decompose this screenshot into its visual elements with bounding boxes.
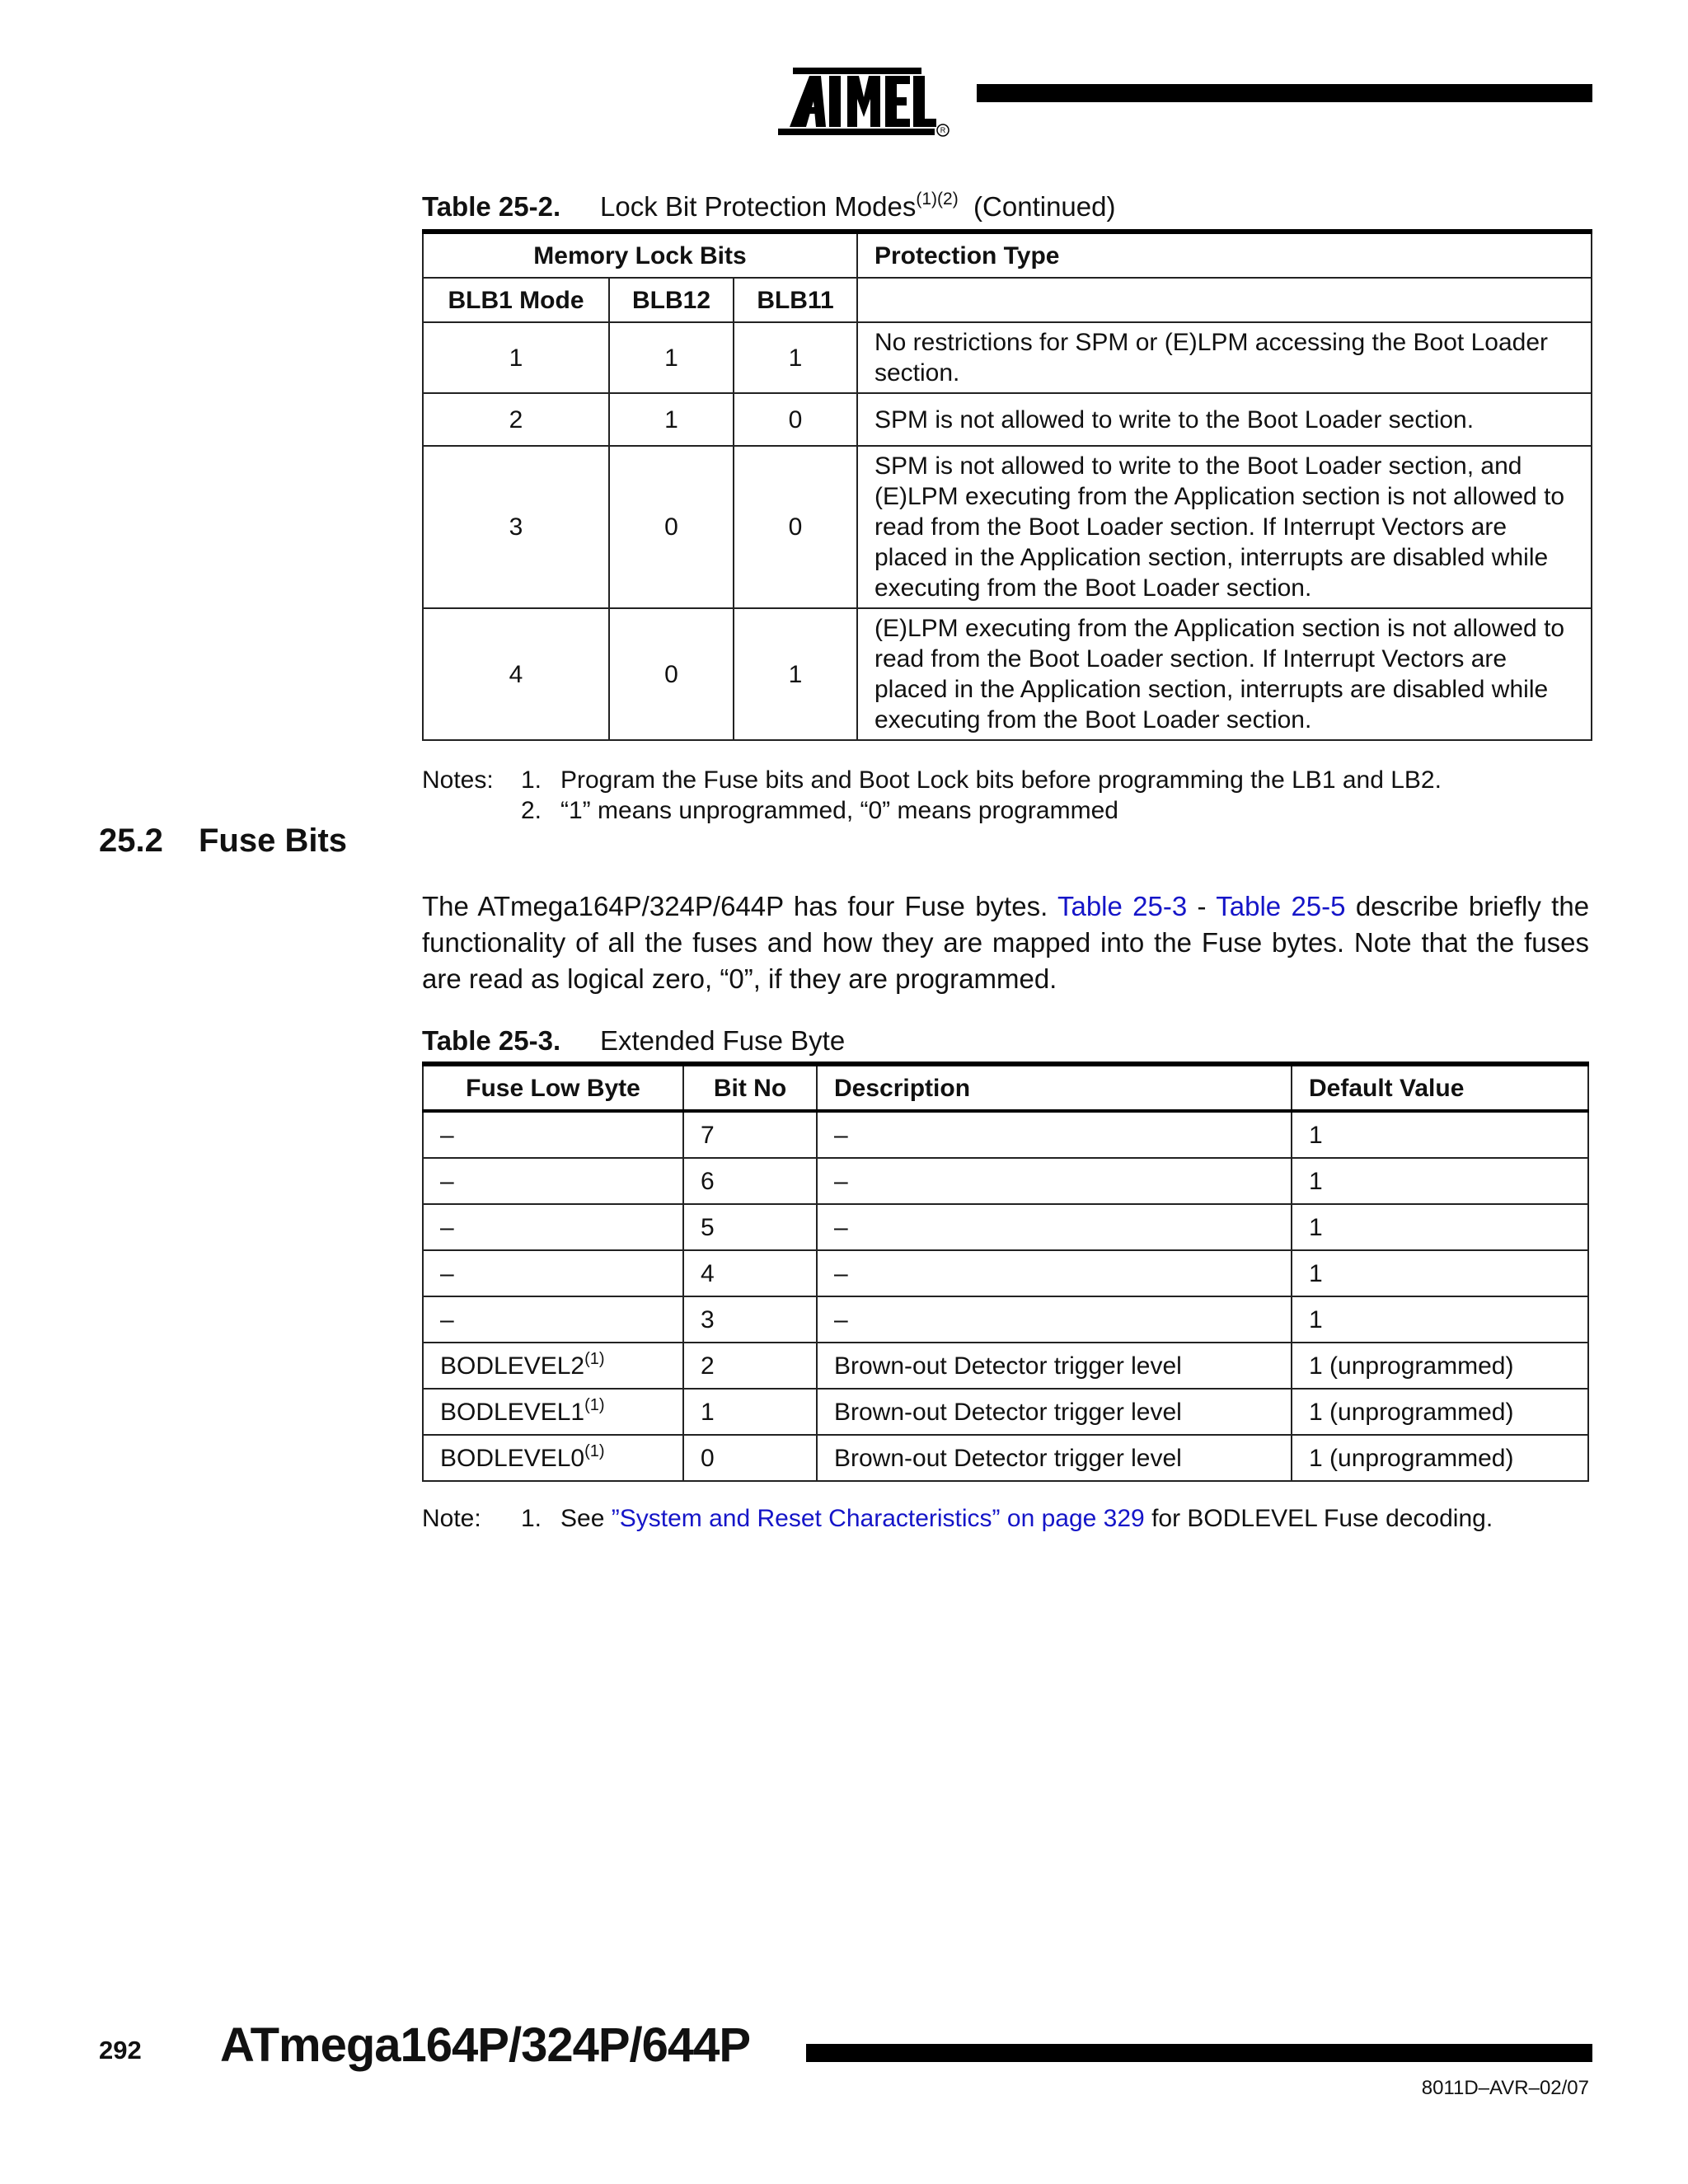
default-cell: 1 <box>1292 1158 1588 1204</box>
fuse-name: – <box>440 1121 454 1149</box>
note-row <box>422 795 1442 826</box>
bit-cell: 0 <box>683 1435 817 1481</box>
footnote-ref: (1) <box>584 1349 605 1368</box>
table-caption-continued: (Continued) <box>973 191 1116 222</box>
footer-rule <box>806 2044 1592 2062</box>
note-text: See <box>560 1505 605 1532</box>
protection-type-header: Protection Type <box>857 232 1592 278</box>
default-cell: 1 <box>1292 1204 1588 1250</box>
default-cell: 1 <box>1292 1111 1588 1158</box>
blb11-cell: 1 <box>734 608 857 740</box>
description-cell: – <box>817 1111 1292 1158</box>
table-caption-title: Lock Bit Protection Modes <box>600 191 917 222</box>
table-row <box>423 393 1592 446</box>
note-text: “1” means unprogrammed, “0” means programmed <box>560 797 1118 824</box>
default-cell: 1 (unprogrammed) <box>1292 1343 1588 1389</box>
blb12-cell: 1 <box>609 393 734 446</box>
protection-cell: No restrictions for SPM or (E)LPM accessing the Boot Loader section. <box>857 322 1592 393</box>
blb11-cell: 0 <box>734 446 857 608</box>
mode-cell: 2 <box>423 393 609 446</box>
table-row <box>423 1343 1588 1389</box>
bit-cell: 2 <box>683 1343 817 1389</box>
link-table-25-5[interactable]: Table 25-5 <box>1216 891 1346 921</box>
default-cell: 1 <box>1292 1296 1588 1343</box>
bit-cell: 4 <box>683 1250 817 1296</box>
note-number: 1. <box>521 766 542 794</box>
paragraph-dash: - <box>1197 891 1207 921</box>
note-row <box>422 765 1442 795</box>
fuse-name-cell <box>423 1343 683 1389</box>
table-row <box>423 446 1592 608</box>
blb11-header: BLB11 <box>734 278 857 322</box>
table-row <box>423 1158 1588 1204</box>
paragraph-text: The ATmega164P/324P/644P has four Fuse bytes. <box>422 891 1048 921</box>
fuse-name-cell <box>423 1296 683 1343</box>
description-cell: – <box>817 1158 1292 1204</box>
table-caption-number: Table 25-2. <box>422 191 561 222</box>
footnote-ref: (1) <box>584 1441 605 1460</box>
atmel-logo <box>778 51 951 137</box>
lock-bit-protection-table <box>422 229 1592 741</box>
document-id: 8011D–AVR–02/07 <box>1421 2077 1589 2099</box>
description-cell: – <box>817 1250 1292 1296</box>
table-row <box>423 608 1592 740</box>
fuse-name-cell <box>423 1204 683 1250</box>
bit-cell: 6 <box>683 1158 817 1204</box>
fuse-name: – <box>440 1213 454 1241</box>
description-cell: – <box>817 1204 1292 1250</box>
memory-lock-bits-header: Memory Lock Bits <box>423 232 857 278</box>
table-caption-footnote-ref: (1)(2) <box>916 190 959 209</box>
description-header: Description <box>817 1064 1292 1111</box>
bit-cell: 5 <box>683 1204 817 1250</box>
note-number: 2. <box>521 797 542 824</box>
paragraph-text: describe briefly the functionality of all the fuses and how they are mapped into the Fuse bytes. Note that the fuses are read as logical zero, “0”, if they are programmed. <box>422 891 1590 994</box>
blb11-cell: 0 <box>734 393 857 446</box>
table-row <box>423 322 1592 393</box>
fuse-name: BODLEVEL2 <box>440 1352 585 1380</box>
bit-cell: 1 <box>683 1389 817 1435</box>
notes-label: Notes: <box>422 766 494 794</box>
note-text: for BODLEVEL Fuse decoding. <box>1151 1505 1493 1532</box>
table-row <box>423 1435 1588 1481</box>
extended-fuse-byte-table <box>422 1062 1589 1482</box>
section-paragraph <box>422 888 1589 997</box>
description-cell: – <box>817 1296 1292 1343</box>
svg-text:R: R <box>940 126 946 134</box>
description-cell: Brown-out Detector trigger level <box>817 1435 1292 1481</box>
mode-cell: 4 <box>423 608 609 740</box>
table-25-2-caption <box>422 190 1115 223</box>
blb12-cell: 1 <box>609 322 734 393</box>
default-value-header: Default Value <box>1292 1064 1588 1111</box>
fuse-name: BODLEVEL0 <box>440 1444 585 1472</box>
fuse-name: – <box>440 1167 454 1195</box>
section-title: Fuse Bits <box>199 823 348 859</box>
fuse-name-cell <box>423 1389 683 1435</box>
protection-cell: SPM is not allowed to write to the Boot Loader section. <box>857 393 1592 446</box>
table-25-2-notes <box>422 765 1442 826</box>
table-25-3-caption <box>422 1025 845 1057</box>
default-cell: 1 (unprogrammed) <box>1292 1435 1588 1481</box>
note-number: 1. <box>521 1505 542 1532</box>
table-25-3-note <box>422 1503 1493 1534</box>
page-number: 292 <box>99 2036 142 2064</box>
default-cell: 1 (unprogrammed) <box>1292 1389 1588 1435</box>
table-row <box>423 1204 1588 1250</box>
fuse-name: BODLEVEL1 <box>440 1398 585 1426</box>
bit-cell: 7 <box>683 1111 817 1158</box>
section-number: 25.2 <box>99 823 163 859</box>
table-caption-title: Extended Fuse Byte <box>600 1025 846 1056</box>
note-label: Note: <box>422 1505 481 1532</box>
fuse-name-cell <box>423 1250 683 1296</box>
empty-header-cell <box>857 278 1592 322</box>
fuse-name-cell <box>423 1111 683 1158</box>
protection-cell: SPM is not allowed to write to the Boot Loader section, and (E)LPM executing from the Application section is not allowed to read from the Boot Loader section. If Interrupt Vectors are placed in the Application section, interrupts are disabled while executing from the Boot Loader section. <box>857 446 1592 608</box>
bit-cell: 3 <box>683 1296 817 1343</box>
table-row <box>423 1250 1588 1296</box>
blb12-cell: 0 <box>609 608 734 740</box>
link-system-reset-characteristics[interactable]: ”System and Reset Characteristics” on page 329 <box>611 1505 1145 1532</box>
mode-cell: 1 <box>423 322 609 393</box>
blb12-cell: 0 <box>609 446 734 608</box>
header-rule <box>977 84 1592 102</box>
note-text: Program the Fuse bits and Boot Lock bits before programming the LB1 and LB2. <box>560 766 1442 794</box>
link-table-25-3[interactable]: Table 25-3 <box>1057 891 1188 921</box>
table-row <box>423 1389 1588 1435</box>
mode-cell: 3 <box>423 446 609 608</box>
blb11-cell: 1 <box>734 322 857 393</box>
blb1-mode-header: BLB1 Mode <box>423 278 609 322</box>
protection-cell: (E)LPM executing from the Application section is not allowed to read from the Boot Loader section. If Interrupt Vectors are placed in the Application section, interrupts are disabled while executing from the Boot Loader section. <box>857 608 1592 740</box>
fuse-name-cell <box>423 1435 683 1481</box>
fuse-name: – <box>440 1259 454 1287</box>
fuse-name-cell <box>423 1158 683 1204</box>
section-heading <box>99 823 347 860</box>
footnote-ref: (1) <box>584 1395 605 1414</box>
table-row <box>423 1296 1588 1343</box>
description-cell: Brown-out Detector trigger level <box>817 1389 1292 1435</box>
bit-no-header: Bit No <box>683 1064 817 1111</box>
default-cell: 1 <box>1292 1250 1588 1296</box>
footer-title: ATmega164P/324P/644P <box>220 2018 751 2072</box>
description-cell: Brown-out Detector trigger level <box>817 1343 1292 1389</box>
fuse-name: – <box>440 1305 454 1333</box>
blb12-header: BLB12 <box>609 278 734 322</box>
table-row <box>423 1111 1588 1158</box>
table-caption-number: Table 25-3. <box>422 1025 561 1056</box>
fuse-low-byte-header: Fuse Low Byte <box>423 1064 683 1111</box>
